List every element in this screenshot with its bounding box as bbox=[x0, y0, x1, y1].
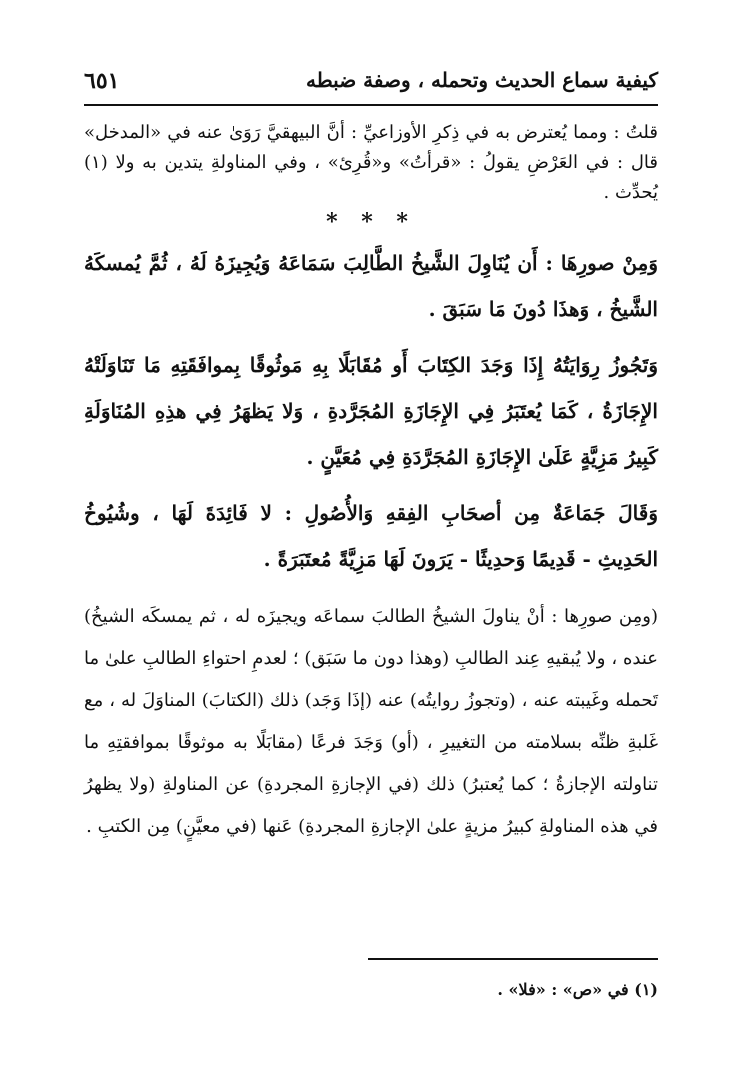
matn-paragraph-1: وَمِنْ صورِهَا : أَن يُنَاوِلَ الشَّيخُ الطَّالِبَ سَمَاعَهُ وَيُجِيزَهُ لَهُ ، ثُمَّ يُمسكَهُ الشَّيخُ ، وَهذَا دُونَ مَا سَبَقَ . bbox=[84, 251, 658, 321]
matn-paragraph-3: وَقَالَ جَمَاعَةٌ مِن أصحَابِ الفِقهِ وَالأُصُولِ : لا فَائِدَةَ لَهَا ، وشُيُوخُ الحَدِيثِ - قَدِيمًا وَحدِيثًا - يَرَونَ لَهَا مَزِيَّةً مُعتَبَرَةً . bbox=[84, 501, 658, 571]
header-title: كيفية سماع الحديث وتحمله ، وصفة ضبطه bbox=[306, 68, 658, 92]
author-note-paragraph: قلتُ : ومما يُعترض به في ذِكرِ الأوزاعيِّ : أنَّ البيهقيَّ رَوَىٰ عنه في «المدخل» قال : في العَرْضِ يقولُ : «قرأتُ» و«قُرِئ» ، وفي المناولةِ يتدين به ولا (١) يُحدِّث . bbox=[84, 122, 658, 203]
footnote: (١) في «ص» : «فلا» . bbox=[497, 980, 658, 999]
matn-paragraph-2: وَتَجُوزُ رِوَايَتُهُ إِذَا وَجَدَ الكِتَابَ أَو مُقَابَلًا بِهِ مَوثُوقًا بِموافَقَتِهِ مَا تَنَاوَلَتْهُ الإِجَازَةُ ، كَمَا يُعتَبَرُ فِي الإِجَازَةِ المُجَرَّدةِ ، وَلا يَظهَرُ فِي هذِهِ المُنَاوَلَةِ كَبِيرُ مَزِيَّةٍ عَلَىٰ الإِجَازَةِ المُجَرَّدَةِ فِي مُعَيَّنٍ . bbox=[84, 353, 658, 469]
running-header bbox=[84, 64, 658, 106]
page-number: ٦٥١ bbox=[84, 68, 120, 94]
footnote-divider bbox=[368, 958, 658, 960]
section-separator: * * * bbox=[326, 209, 416, 235]
commentary-paragraph: (ومِن صورِها : أنْ يناولَ الشيخُ الطالبَ سماعَه ويجيزَه له ، ثم يمسكَه الشيخُ) عنده ، ولا يُبقيهِ عِند الطالبِ (وهذا دون ما سَبَق) ؛ لعدمِ احتواءِ الطالبِ علىٰ ما تَحمله وغَيبته عنه ، (وتجوزُ روايتُه) عنه (إذَا وَجَد) ذلك (الكتابَ) المناوَلَ له ، مع غَلبةِ ظنِّه بسلامته من التغييرِ ، (أو) وَجَدَ فرعًا (مقابَلًا به موثوقًا بموافقتِهِ ما تناولته الإجازةُ ؛ كما يُعتبرُ) ذلك (في الإجازةِ المجردةِ) عن المناولةِ (ولا يظهرُ في هذه المناولةِ كبيرُ مزيةٍ علىٰ الإجازةِ المجردةِ) عَنها (في معيَّنٍ) مِن الكتبِ . bbox=[84, 606, 658, 837]
page-content bbox=[84, 118, 658, 848]
